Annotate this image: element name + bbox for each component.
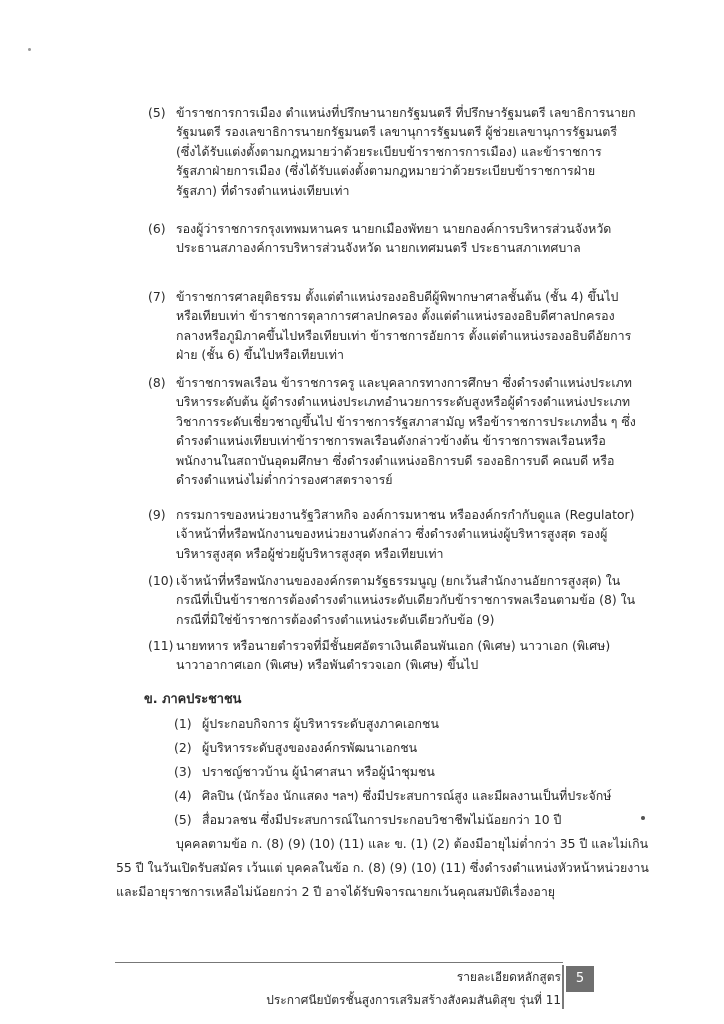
item-number: (2) bbox=[174, 740, 192, 755]
list-item bbox=[174, 762, 644, 782]
list-item bbox=[148, 373, 636, 489]
list-item bbox=[148, 636, 636, 675]
footer-divider bbox=[115, 962, 563, 963]
item-text: นายทหาร หรือนายตำรวจที่มีชั้นยศอัตราเงินเดือนพันเอก (พิเศษ) นาวาเอก (พิเศษ) นาวาอากาศเอก (พิเศษ) หรือพันตำรวจเอก (พิเศษ) ขึ้นไป bbox=[176, 638, 611, 673]
item-number: (11) bbox=[148, 638, 174, 653]
list-item bbox=[174, 786, 644, 806]
list-item bbox=[148, 505, 636, 563]
item-text: กรรมการของหน่วยงานรัฐวิสาหกิจ องค์การมหาชน หรือองค์กรกำกับดูแล (Regulator) เจ้าหน้าที่หรือพนักงานของหน่วยงานดังกล่าว ซึ่งดำรงตำแหน่งผู้บริหารสูงสุด รองผู้บริหารสูงสุด หรือผู้ช่วยผู้บริหารสูงสุด หรือเทียบเท่า bbox=[176, 507, 635, 561]
list-item bbox=[174, 738, 644, 758]
list-item bbox=[148, 103, 636, 200]
item-text: ผู้บริหารระดับสูงขององค์กรพัฒนาเอกชน bbox=[202, 740, 418, 755]
list-item bbox=[148, 571, 636, 629]
item-number: (5) bbox=[174, 812, 192, 827]
item-text: เจ้าหน้าที่หรือพนักงานขององค์กรตามรัฐธรรมนูญ (ยกเว้นสำนักงานอัยการสูงสุด) ในกรณีที่เป็นข้าราชการต้องดำรงตำแหน่งระดับเดียวกับข้าราชการพลเรือนตามข้อ (8) ในกรณีที่มิใช่ข้าราชการต้องดำรงตำแหน่งระดับเดียวกับข้อ (9) bbox=[176, 573, 636, 627]
item-text: สื่อมวลชน ซึ่งมีประสบการณ์ในการประกอบวิชาชีพไม่น้อยกว่า 10 ปี bbox=[202, 812, 562, 827]
section-b-heading: ข. ภาคประชาชน bbox=[144, 692, 242, 707]
list-item bbox=[148, 219, 636, 258]
item-text: ข้าราชการศาลยุติธรรม ตั้งแต่ตำแหน่งรองอธิบดีผู้พิพากษาศาลชั้นต้น (ชั้น 4) ขึ้นไปหรือเทียบเท่า ข้าราชการตุลาการศาลปกครอง ตั้งแต่ตำแหน่งรองอธิบดีศาลปกครองกลางหรือภูมิภาคขึ้นไปหรือเทียบเท่า ข้าราชการอัยการ ตั้งแต่ตำแหน่งรองอธิบดีอัยการฝ่าย (ชั้น 6) ขึ้นไปหรือเทียบเท่า bbox=[176, 289, 632, 363]
closing-line-1: บุคคลตามข้อ ก. (8) (9) (10) (11) และ ข. (1) (2) ต้องมีอายุไม่ต่ำกว่า 35 ปี และไม่เกิน bbox=[176, 836, 649, 851]
item-number: (8) bbox=[148, 375, 166, 390]
item-text: ข้าราชการพลเรือน ข้าราชการครู และบุคลากรทางการศึกษา ซึ่งดำรงตำแหน่งประเภทบริหารระดับต้น ผู้ดำรงตำแหน่งประเภทอำนวยการระดับสูงหรือผู้ดำรงตำแหน่งประเภทวิชาการระดับเชี่ยวชาญขึ้นไป ข้าราชการรัฐสภาสามัญ หรือข้าราชการประเภทอื่น ๆ ซึ่งดำรงตำแหน่งเทียบเท่าข้าราชการพลเรือนดังกล่าวข้างต้น ข้าราชการพลเรือนหรือพนักงานในสถาบันอุดมศึกษา ซึ่งดำรงตำแหน่งอธิการบดี รองอธิการบดี คณบดี หรือดำรงตำแหน่งไม่ต่ำกว่ารองศาสตราจารย์ bbox=[176, 375, 636, 488]
closing-line-3: และมีอายุราชการเหลือไม่น้อยกว่า 2 ปี อาจได้รับพิจารณายกเว้นคุณสมบัติเรื่องอายุ bbox=[116, 884, 556, 899]
closing-line-2: 55 ปี ในวันเปิดรับสมัคร เว้นแต่ บุคคลในข้อ ก. (8) (9) (10) (11) ซึ่งดำรงตำแหน่งหัวหน้าหน่วยงาน bbox=[116, 860, 649, 875]
item-number: (5) bbox=[148, 105, 166, 120]
item-number: (6) bbox=[148, 221, 166, 236]
item-number: (4) bbox=[174, 788, 192, 803]
item-number: (9) bbox=[148, 507, 166, 522]
item-text: ปราชญ์ชาวบ้าน ผู้นำศาสนา หรือผู้นำชุมชน bbox=[202, 764, 435, 779]
list-item bbox=[174, 714, 644, 734]
list-item bbox=[174, 810, 644, 830]
footer-subtitle: ประกาศนียบัตรชั้นสูงการเสริมสร้างสังคมสันติสุข รุ่นที่ 11 bbox=[266, 993, 561, 1007]
item-text: ข้าราชการการเมือง ตำแหน่งที่ปรึกษานายกรัฐมนตรี ที่ปรึกษารัฐมนตรี เลขาธิการนายกรัฐมนตรี รองเลขาธิการนายกรัฐมนตรี เลขานุการรัฐมนตรี ผู้ช่วยเลขานุการรัฐมนตรี (ซึ่งได้รับแต่งตั้งตามกฎหมายว่าด้วยระเบียบข้าราชการการเมือง) และข้าราชการรัฐสภาฝ่ายการเมือง (ซึ่งได้รับแต่งตั้งตามกฎหมายว่าด้วยระเบียบข้าราชการฝ่ายรัฐสภา) ที่ดำรงตำแหน่งเทียบเท่า bbox=[176, 105, 636, 198]
item-text: ผู้ประกอบกิจการ ผู้บริหารระดับสูงภาคเอกชน bbox=[202, 716, 439, 731]
page-number: 5 bbox=[566, 966, 594, 992]
item-text: รองผู้ว่าราชการกรุงเทพมหานคร นายกเมืองพัทยา นายกองค์การบริหารส่วนจังหวัด ประธานสภาองค์การบริหารส่วนจังหวัด นายกเทศมนตรี ประธานสภาเทศบาล bbox=[176, 221, 612, 256]
item-number: (10) bbox=[148, 573, 174, 588]
item-number: (1) bbox=[174, 716, 192, 731]
footer-separator bbox=[562, 965, 564, 1009]
item-number: (7) bbox=[148, 289, 166, 304]
item-number: (3) bbox=[174, 764, 192, 779]
list-item bbox=[148, 287, 636, 365]
footer-title: รายละเอียดหลักสูตร bbox=[456, 970, 561, 984]
item-text: ศิลปิน (นักร้อง นักแสดง ฯลฯ) ซึ่งมีประสบการณ์สูง และมีผลงานเป็นที่ประจักษ์ bbox=[202, 788, 612, 803]
scan-speck bbox=[28, 48, 31, 51]
